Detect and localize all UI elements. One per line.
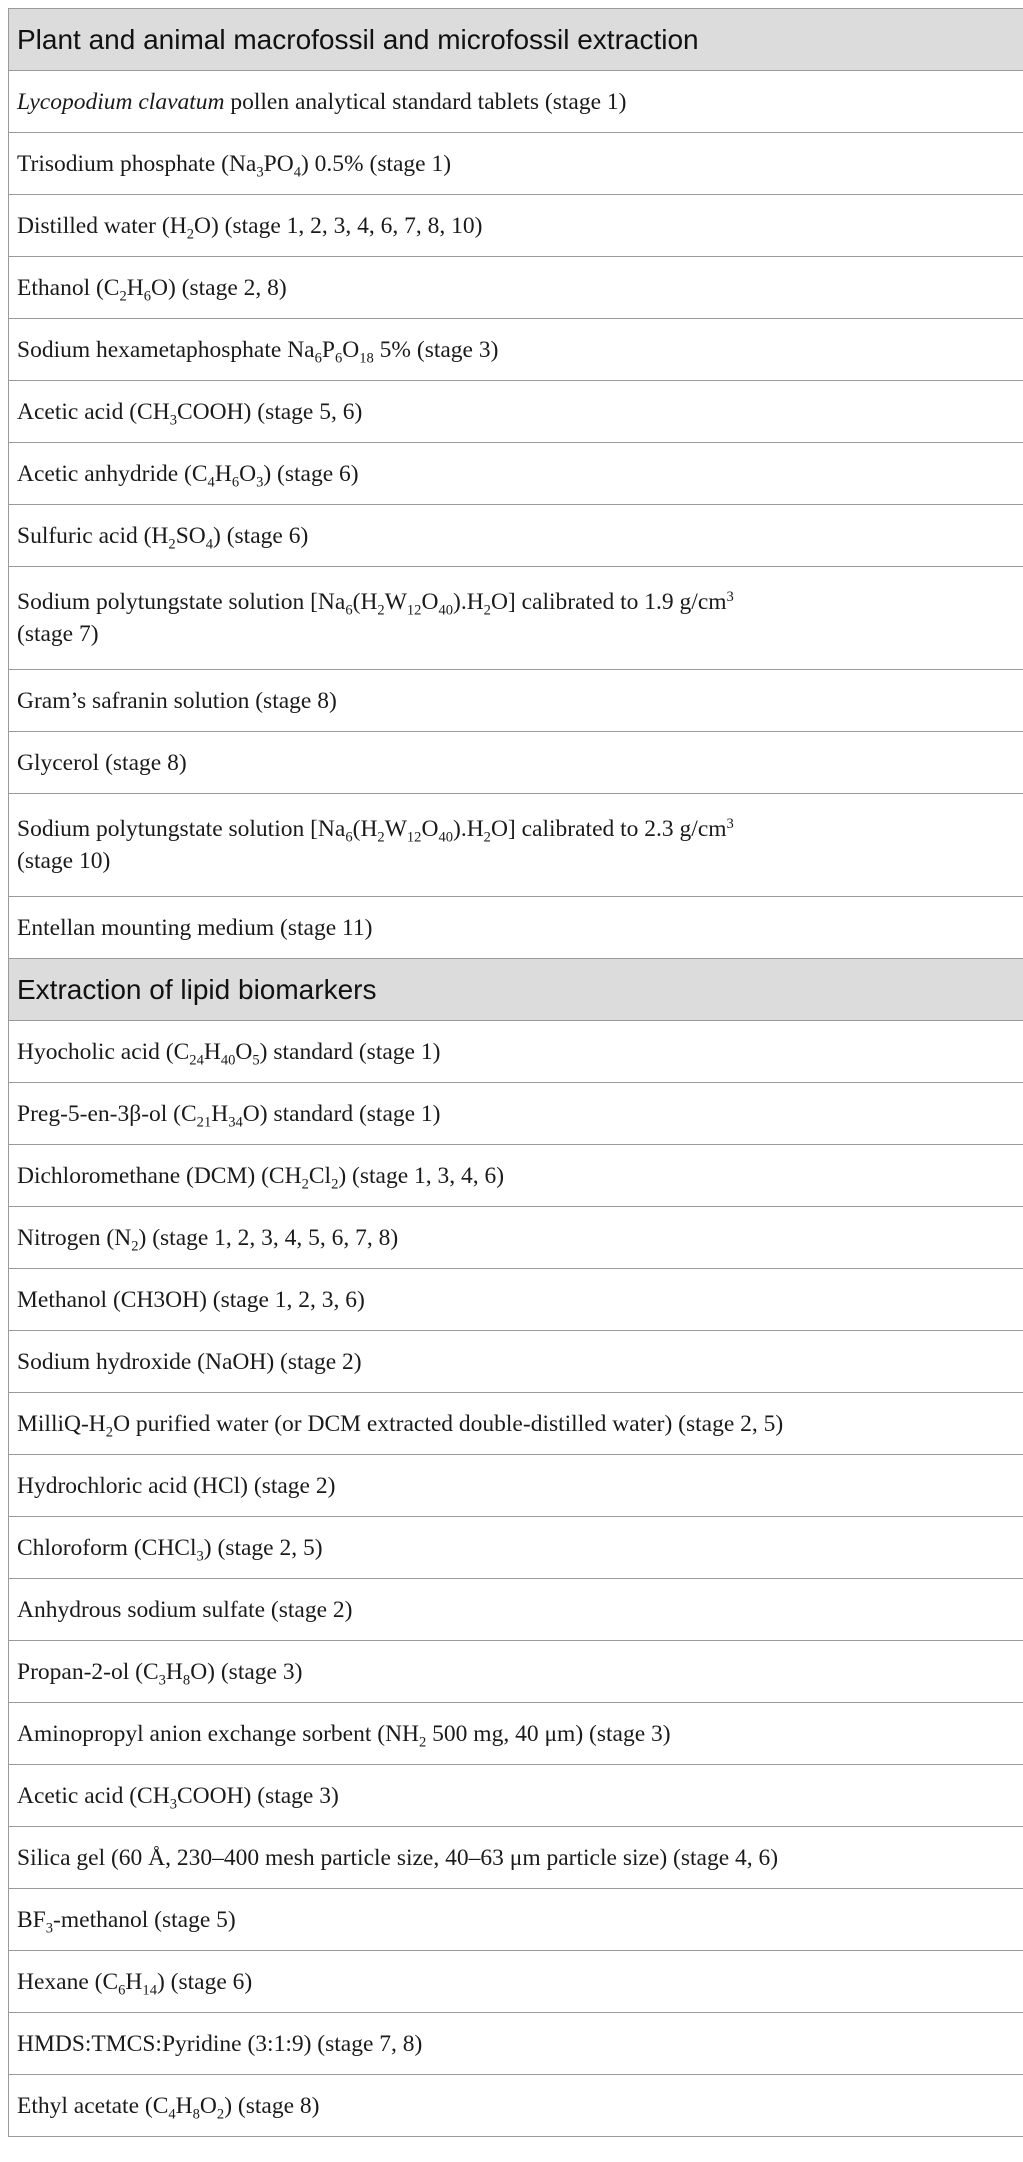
reagent-text: Acetic acid (CH (17, 398, 170, 425)
subscript: 4 (293, 164, 301, 181)
reagents-table-body (9, 9, 1023, 2137)
table-row (9, 133, 1023, 195)
reagent-text: O (421, 816, 439, 842)
subscript: 8 (182, 1672, 191, 1689)
table-row (9, 794, 1023, 897)
subscript: 2 (301, 1176, 309, 1193)
superscript: 3 (726, 589, 734, 605)
reagent-text: BF (17, 1906, 46, 1933)
subscript: 2 (331, 1176, 339, 1193)
subscript: 12 (406, 829, 422, 846)
reagent-text: Dichloromethane (DCM) (CH (17, 1162, 302, 1189)
subscript: 4 (205, 536, 214, 553)
subscript: 18 (359, 350, 374, 367)
reagent-text: P (321, 336, 335, 363)
reagent-text: 500 mg, 40 μm) (stage 3) (426, 1720, 671, 1747)
table-row (9, 1517, 1023, 1579)
subscript: 6 (231, 474, 240, 491)
reagent-text: (stage 10) (17, 848, 111, 874)
reagent-text: Acetic acid (CH (17, 1782, 170, 1809)
reagent-text: H (125, 1968, 143, 1995)
reagent-text: O (199, 2092, 217, 2119)
table-row (9, 71, 1023, 133)
subscript: 2 (119, 288, 127, 305)
table-row (9, 2075, 1023, 2137)
reagent-text: pollen analytical standard tablets (stage 1) (224, 88, 627, 115)
subscript: 8 (192, 2106, 200, 2123)
reagent-text: Nitrogen (N (17, 1224, 132, 1251)
subscript: 4 (207, 474, 215, 491)
reagent-text: H (211, 1100, 229, 1127)
reagent-text: O (421, 589, 439, 615)
table-row (9, 670, 1023, 732)
subscript: 2 (168, 536, 176, 553)
subscript: 6 (314, 350, 322, 367)
reagent-text: Cl (308, 1162, 332, 1189)
table-row (9, 1207, 1023, 1269)
subscript: 3 (256, 474, 264, 491)
reagent-cell (9, 1765, 1023, 1827)
reagent-text: COOH) (stage 5, 6) (176, 398, 363, 425)
subscript: 2 (419, 1734, 427, 1751)
reagent-text: O (342, 336, 360, 363)
section-title: Plant and animal macrofossil and microfossil extraction (9, 9, 1023, 71)
reagent-text: Silica gel (60 Å, 230–400 mesh particle size, 40–63 μm particle size) (stage 4, 6) (17, 1844, 779, 1871)
table-row (9, 1269, 1023, 1331)
reagent-cell (9, 1269, 1023, 1331)
reagent-text: Aminopropyl anion exchange sorbent (NH (17, 1720, 420, 1747)
reagent-text: O] calibrated to 1.9 g/cm (490, 589, 727, 615)
subscript: 2 (377, 602, 385, 619)
reagent-text: SO (175, 522, 206, 549)
reagent-cell (9, 1889, 1023, 1951)
table-row (9, 1083, 1023, 1145)
subscript: 6 (345, 829, 353, 846)
reagent-text: Hydrochloric acid (HCl) (stage 2) (17, 1472, 336, 1499)
reagent-cell (9, 1951, 1023, 2013)
subscript: 5 (252, 1052, 260, 1069)
reagent-text: MilliQ-H (17, 1410, 106, 1437)
reagent-text: O) (stage 1, 2, 3, 4, 6, 7, 8, 10) (193, 212, 483, 239)
reagent-text: O) (stage 2, 8) (151, 274, 287, 301)
reagent-text: Sodium hexametaphosphate Na (17, 336, 315, 363)
reagent-text: H (214, 460, 232, 487)
table-row (9, 257, 1023, 319)
table-row (9, 1827, 1023, 1889)
reagent-text: O (235, 1038, 253, 1065)
table-row (9, 195, 1023, 257)
subscript: 6 (143, 288, 152, 305)
table-row (9, 1021, 1023, 1083)
table-row (9, 897, 1023, 959)
section-header (9, 9, 1023, 71)
reagent-text: ) 0.5% (stage 1) (300, 150, 452, 177)
table-row (9, 1393, 1023, 1455)
table-row (9, 732, 1023, 794)
reagent-text: O] calibrated to 2.3 g/cm (490, 816, 727, 842)
reagent-text: Ethanol (C (17, 274, 120, 301)
subscript: 6 (118, 1982, 126, 1999)
reagent-cell (9, 505, 1023, 567)
reagent-text: W (384, 589, 407, 615)
reagent-text: Sodium hydroxide (NaOH) (stage 2) (17, 1348, 362, 1375)
table-row (9, 1455, 1023, 1517)
reagent-cell (9, 2013, 1023, 2075)
reagent-text: -methanol (stage 5) (53, 1906, 236, 1933)
subscript: 2 (377, 829, 385, 846)
reagent-text: ) (stage 6) (213, 522, 309, 549)
subscript: 3 (169, 412, 177, 429)
table-row (9, 1331, 1023, 1393)
subscript: 4 (168, 2106, 176, 2123)
reagent-text: (stage 7) (17, 621, 99, 647)
subscript: 2 (483, 602, 491, 619)
reagent-cell (9, 1703, 1023, 1765)
reagent-text: O) (stage 3) (190, 1658, 303, 1685)
superscript: 3 (726, 816, 734, 832)
subscript: 24 (189, 1052, 204, 1069)
reagent-cell (9, 195, 1023, 257)
reagent-text: Propan-2-ol (C (17, 1658, 159, 1685)
reagent-cell (9, 732, 1023, 794)
reagent-text: Entellan mounting medium (stage 11) (17, 914, 373, 941)
reagent-text: HMDS:TMCS:Pyridine (3:1:9) (stage 7, 8) (17, 2030, 423, 2057)
reagent-cell (9, 381, 1023, 443)
reagent-cell (9, 1455, 1023, 1517)
table-row (9, 1579, 1023, 1641)
reagent-text: O) standard (stage 1) (242, 1100, 441, 1127)
subscript: 2 (216, 2106, 225, 2123)
reagent-cell (9, 897, 1023, 959)
reagent-cell (9, 670, 1023, 732)
reagent-text: (H (352, 589, 378, 615)
subscript: 21 (196, 1114, 212, 1131)
reagent-text: Hexane (C (17, 1968, 119, 1995)
reagent-cell (9, 1517, 1023, 1579)
reagent-cell (9, 1207, 1023, 1269)
reagent-cell (9, 1827, 1023, 1889)
subscript: 6 (345, 602, 353, 619)
reagent-text: H (165, 1658, 183, 1685)
reagent-text: ).H (453, 589, 484, 615)
table-row (9, 1641, 1023, 1703)
reagent-cell (9, 794, 1023, 897)
reagent-cell (9, 1331, 1023, 1393)
table-row (9, 567, 1023, 670)
reagent-text: Distilled water (H (17, 212, 187, 239)
reagent-cell (9, 567, 1023, 670)
subscript: 34 (228, 1114, 243, 1131)
reagent-text: Ethyl acetate (C (17, 2092, 169, 2119)
reagent-text: Sodium polytungstate solution [Na (17, 589, 346, 615)
reagent-text: ) (stage 8) (224, 2092, 320, 2119)
reagent-text: O (239, 460, 257, 487)
subscript: 40 (438, 602, 453, 619)
reagent-cell (9, 1641, 1023, 1703)
reagent-cell (9, 1021, 1023, 1083)
reagent-text: Gram’s safranin solution (stage 8) (17, 687, 337, 714)
reagent-text: W (384, 816, 407, 842)
reagents-table (8, 8, 1023, 2137)
reagent-text: ).H (453, 816, 484, 842)
reagent-text: H (203, 1038, 221, 1065)
subscript: 2 (105, 1424, 114, 1441)
table-row (9, 1703, 1023, 1765)
italic-text: Lycopodium clavatum (17, 88, 225, 115)
subscript: 14 (142, 1982, 157, 1999)
reagent-text: ) (stage 6) (156, 1968, 253, 1995)
reagent-text: Hyocholic acid (C (17, 1038, 190, 1065)
table-row (9, 1951, 1023, 2013)
reagent-text: ) (stage 2, 5) (203, 1534, 323, 1561)
reagent-text: 5% (stage 3) (373, 336, 499, 363)
reagent-cell (9, 1145, 1023, 1207)
table-row (9, 1145, 1023, 1207)
subscript: 2 (483, 829, 491, 846)
reagent-text: Chloroform (CHCl (17, 1534, 197, 1561)
reagent-text: Sodium polytungstate solution [Na (17, 816, 346, 842)
subscript: 6 (334, 350, 343, 367)
section-header (9, 959, 1023, 1021)
table-row (9, 1889, 1023, 1951)
table-row (9, 381, 1023, 443)
subscript: 2 (186, 226, 194, 243)
reagent-text: COOH) (stage 3) (176, 1782, 339, 1809)
subscript: 3 (256, 164, 264, 181)
reagent-text: ) (stage 1, 3, 4, 6) (338, 1162, 505, 1189)
reagent-cell (9, 1579, 1023, 1641)
reagent-cell (9, 257, 1023, 319)
reagent-cell (9, 1083, 1023, 1145)
reagent-text: PO (263, 150, 294, 177)
table-row (9, 1765, 1023, 1827)
reagent-cell (9, 71, 1023, 133)
subscript: 3 (169, 1796, 177, 1813)
reagent-text: H (126, 274, 144, 301)
reagent-text: Trisodium phosphate (Na (17, 150, 257, 177)
reagent-text: ) standard (stage 1) (259, 1038, 441, 1065)
reagent-cell (9, 133, 1023, 195)
reagent-cell (9, 443, 1023, 505)
reagent-text: ) (stage 1, 2, 3, 4, 5, 6, 7, 8) (138, 1224, 399, 1251)
table-row (9, 319, 1023, 381)
subscript: 2 (131, 1238, 139, 1255)
reagent-cell (9, 319, 1023, 381)
subscript: 40 (220, 1052, 236, 1069)
reagent-text: O purified water (or DCM extracted double-distilled water) (stage 2, 5) (113, 1410, 784, 1437)
reagent-text: H (175, 2092, 193, 2119)
reagent-text: Sulfuric acid (H (17, 522, 169, 549)
table-row (9, 2013, 1023, 2075)
section-title: Extraction of lipid biomarkers (9, 959, 1023, 1021)
reagent-text: Acetic anhydride (C (17, 460, 208, 487)
subscript: 3 (45, 1920, 54, 1937)
reagent-cell (9, 1393, 1023, 1455)
table-row (9, 443, 1023, 505)
reagent-text: ) (stage 6) (263, 460, 359, 487)
subscript: 40 (438, 829, 453, 846)
reagent-cell (9, 2075, 1023, 2137)
subscript: 12 (406, 602, 422, 619)
subscript: 3 (196, 1548, 204, 1565)
reagent-text: Anhydrous sodium sulfate (stage 2) (17, 1596, 353, 1623)
table-row (9, 505, 1023, 567)
reagent-text: Preg-5-en-3β-ol (C (17, 1100, 197, 1127)
reagent-text: Glycerol (stage 8) (17, 749, 187, 776)
subscript: 3 (158, 1672, 166, 1689)
reagent-text: (H (352, 816, 378, 842)
reagent-text: Methanol (CH3OH) (stage 1, 2, 3, 6) (17, 1286, 365, 1313)
